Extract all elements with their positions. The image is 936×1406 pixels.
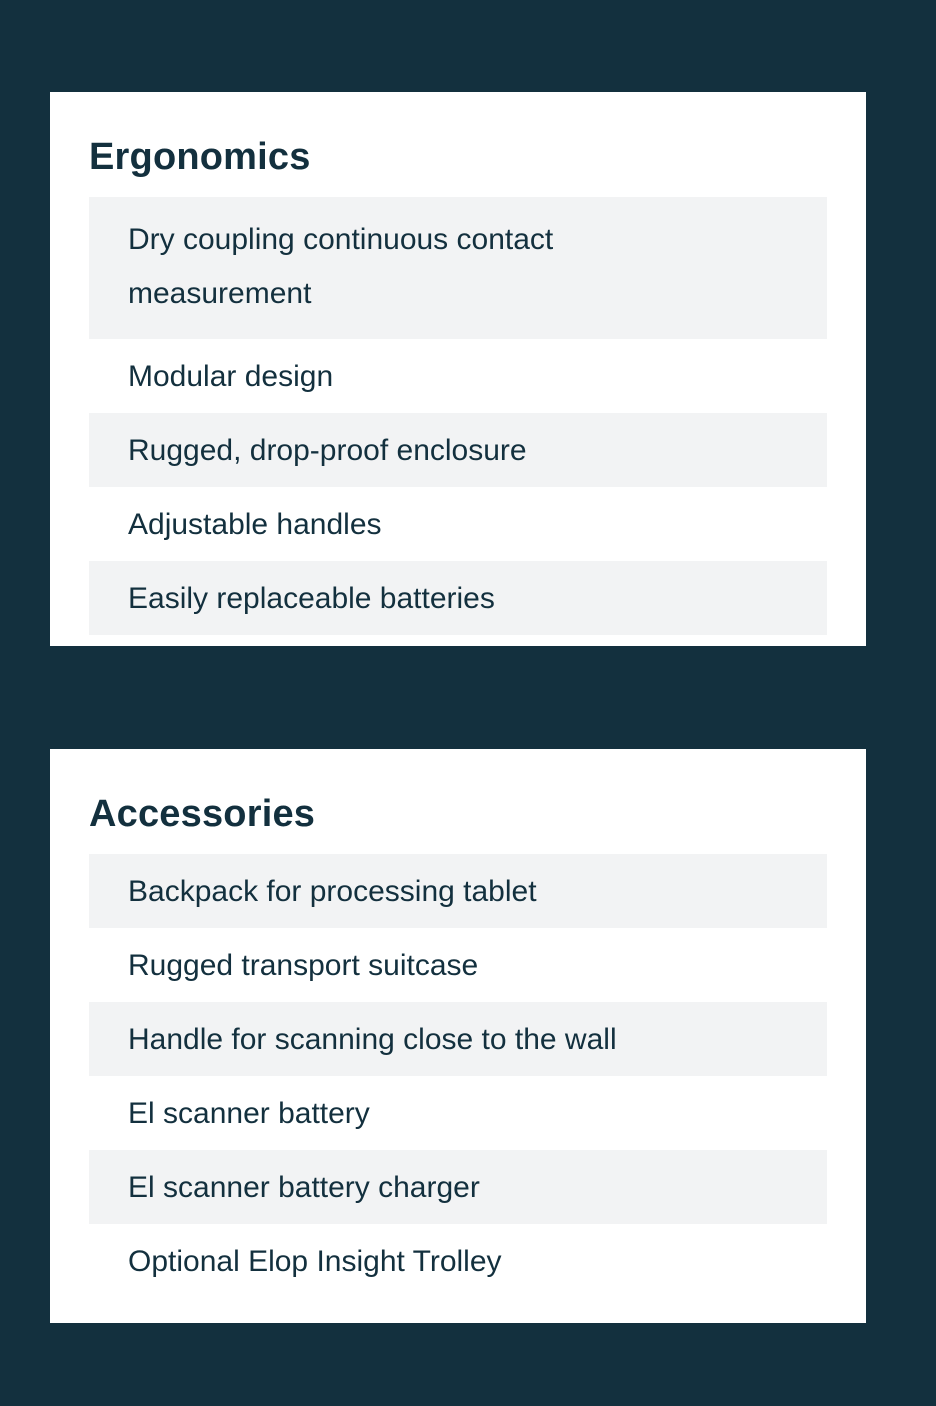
list-item: Handle for scanning close to the wall [89,1002,827,1076]
accessories-title: Accessories [89,793,316,835]
accessories-card [50,749,866,1323]
list-item: Modular design [89,339,827,413]
list-item: Optional Elop Insight Trolley [89,1224,827,1298]
list-item: Adjustable handles [89,487,827,561]
ergonomics-list [89,197,827,635]
ergonomics-title: Ergonomics [89,136,311,178]
accessories-list [89,854,827,1298]
list-item: Rugged transport suitcase [89,928,827,1002]
list-item: El scanner battery [89,1076,827,1150]
list-item: Easily replaceable batteries [89,561,827,635]
list-item: Rugged, drop-proof enclosure [89,413,827,487]
list-item: Backpack for processing tablet [89,854,827,928]
list-item: Dry coupling continuous contact measurement [89,197,827,339]
list-item: El scanner battery charger [89,1150,827,1224]
ergonomics-card [50,92,866,646]
